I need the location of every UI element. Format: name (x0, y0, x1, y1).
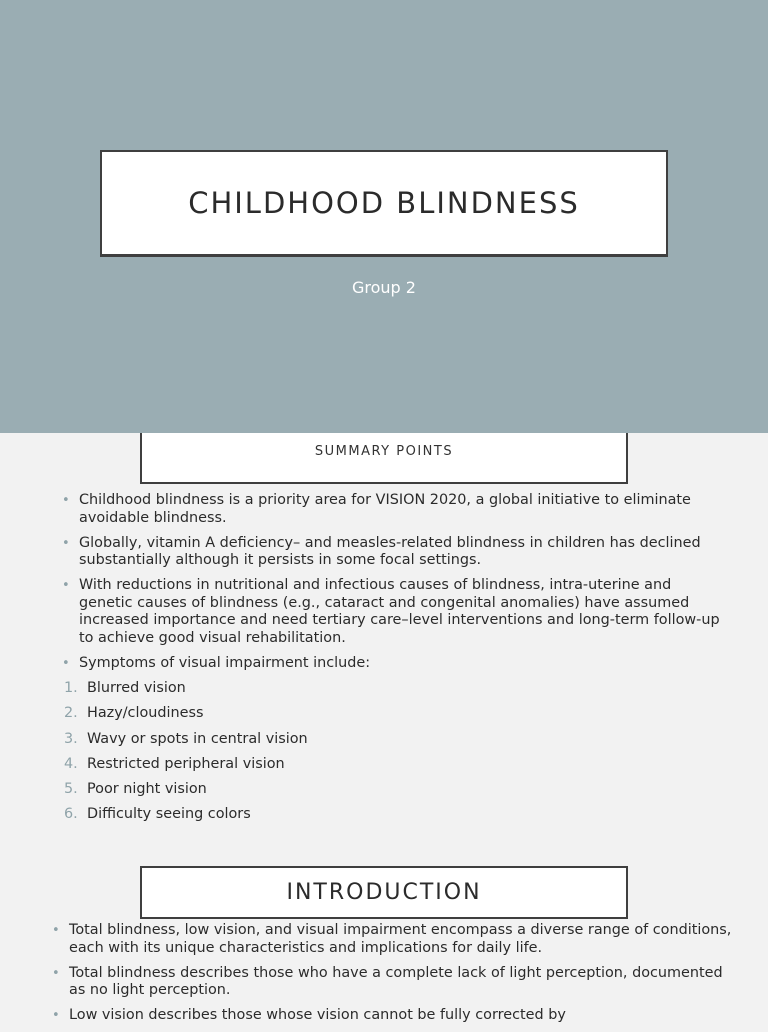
slide-subtitle: Group 2 (352, 278, 416, 297)
summary-heading: SUMMARY POINTS (314, 444, 454, 459)
bullet-icon: • (62, 655, 70, 671)
list-item: • Total blindness describes those who have a complete lack of light perception, documented as no light perception. (52, 964, 723, 998)
bullet-icon: • (62, 535, 70, 551)
list-item: • Childhood blindness is a priority area for VISION 2020, a global initiative to eliminate avoidable blindness. (62, 492, 691, 526)
list-item: • Total blindness, low vision, and visual impairment encompass a diverse range of conditions, each with its unique characteristics and implications for daily life. (52, 922, 732, 956)
intro-heading: INTRODUCTION (286, 880, 482, 905)
intro-heading-box (140, 866, 628, 919)
list-item: 2. Hazy/cloudiness (64, 705, 204, 722)
bullet-icon: • (62, 493, 70, 508)
bullet-icon: • (62, 578, 70, 593)
list-item: • Symptoms of visual impairment include: (62, 654, 371, 671)
list-item: 3. Wavy or spots in central vision (64, 730, 308, 747)
bullet-icon: • (52, 1008, 60, 1023)
list-item: • With reductions in nutritional and infectious causes of blindness, intra-uterine and genetic causes of blindness (e.g., cataract and congenital anomalies) have assumed increased importance and need tertiary care–level interventions and long-term follow-up to achieve good visual rehabilitation. (62, 577, 720, 646)
list-item: 4. Restricted peripheral vision (64, 755, 285, 772)
bullet-icon: • (52, 965, 60, 981)
symptoms-numbered-list (62, 680, 728, 832)
content-slide (0, 433, 768, 1024)
list-item: 1. Blurred vision (64, 680, 186, 696)
intro-bullet-list (52, 922, 732, 1032)
summary-heading-box (140, 433, 628, 484)
list-item: • Globally, vitamin A deficiency– and measles-related blindness in children has declined substantially although it persists in some focal settings. (62, 534, 701, 568)
bullet-icon: • (52, 923, 60, 938)
list-item: 6. Difficulty seeing colors (64, 806, 251, 823)
slide-title: CHILDHOOD BLINDNESS (188, 186, 580, 220)
list-item: • Low vision describes those whose vision cannot be fully corrected by (52, 1007, 566, 1023)
title-box (100, 150, 668, 257)
summary-bullet-list (62, 492, 728, 680)
list-item: 5. Poor night vision (64, 781, 207, 798)
title-slide (0, 0, 768, 433)
